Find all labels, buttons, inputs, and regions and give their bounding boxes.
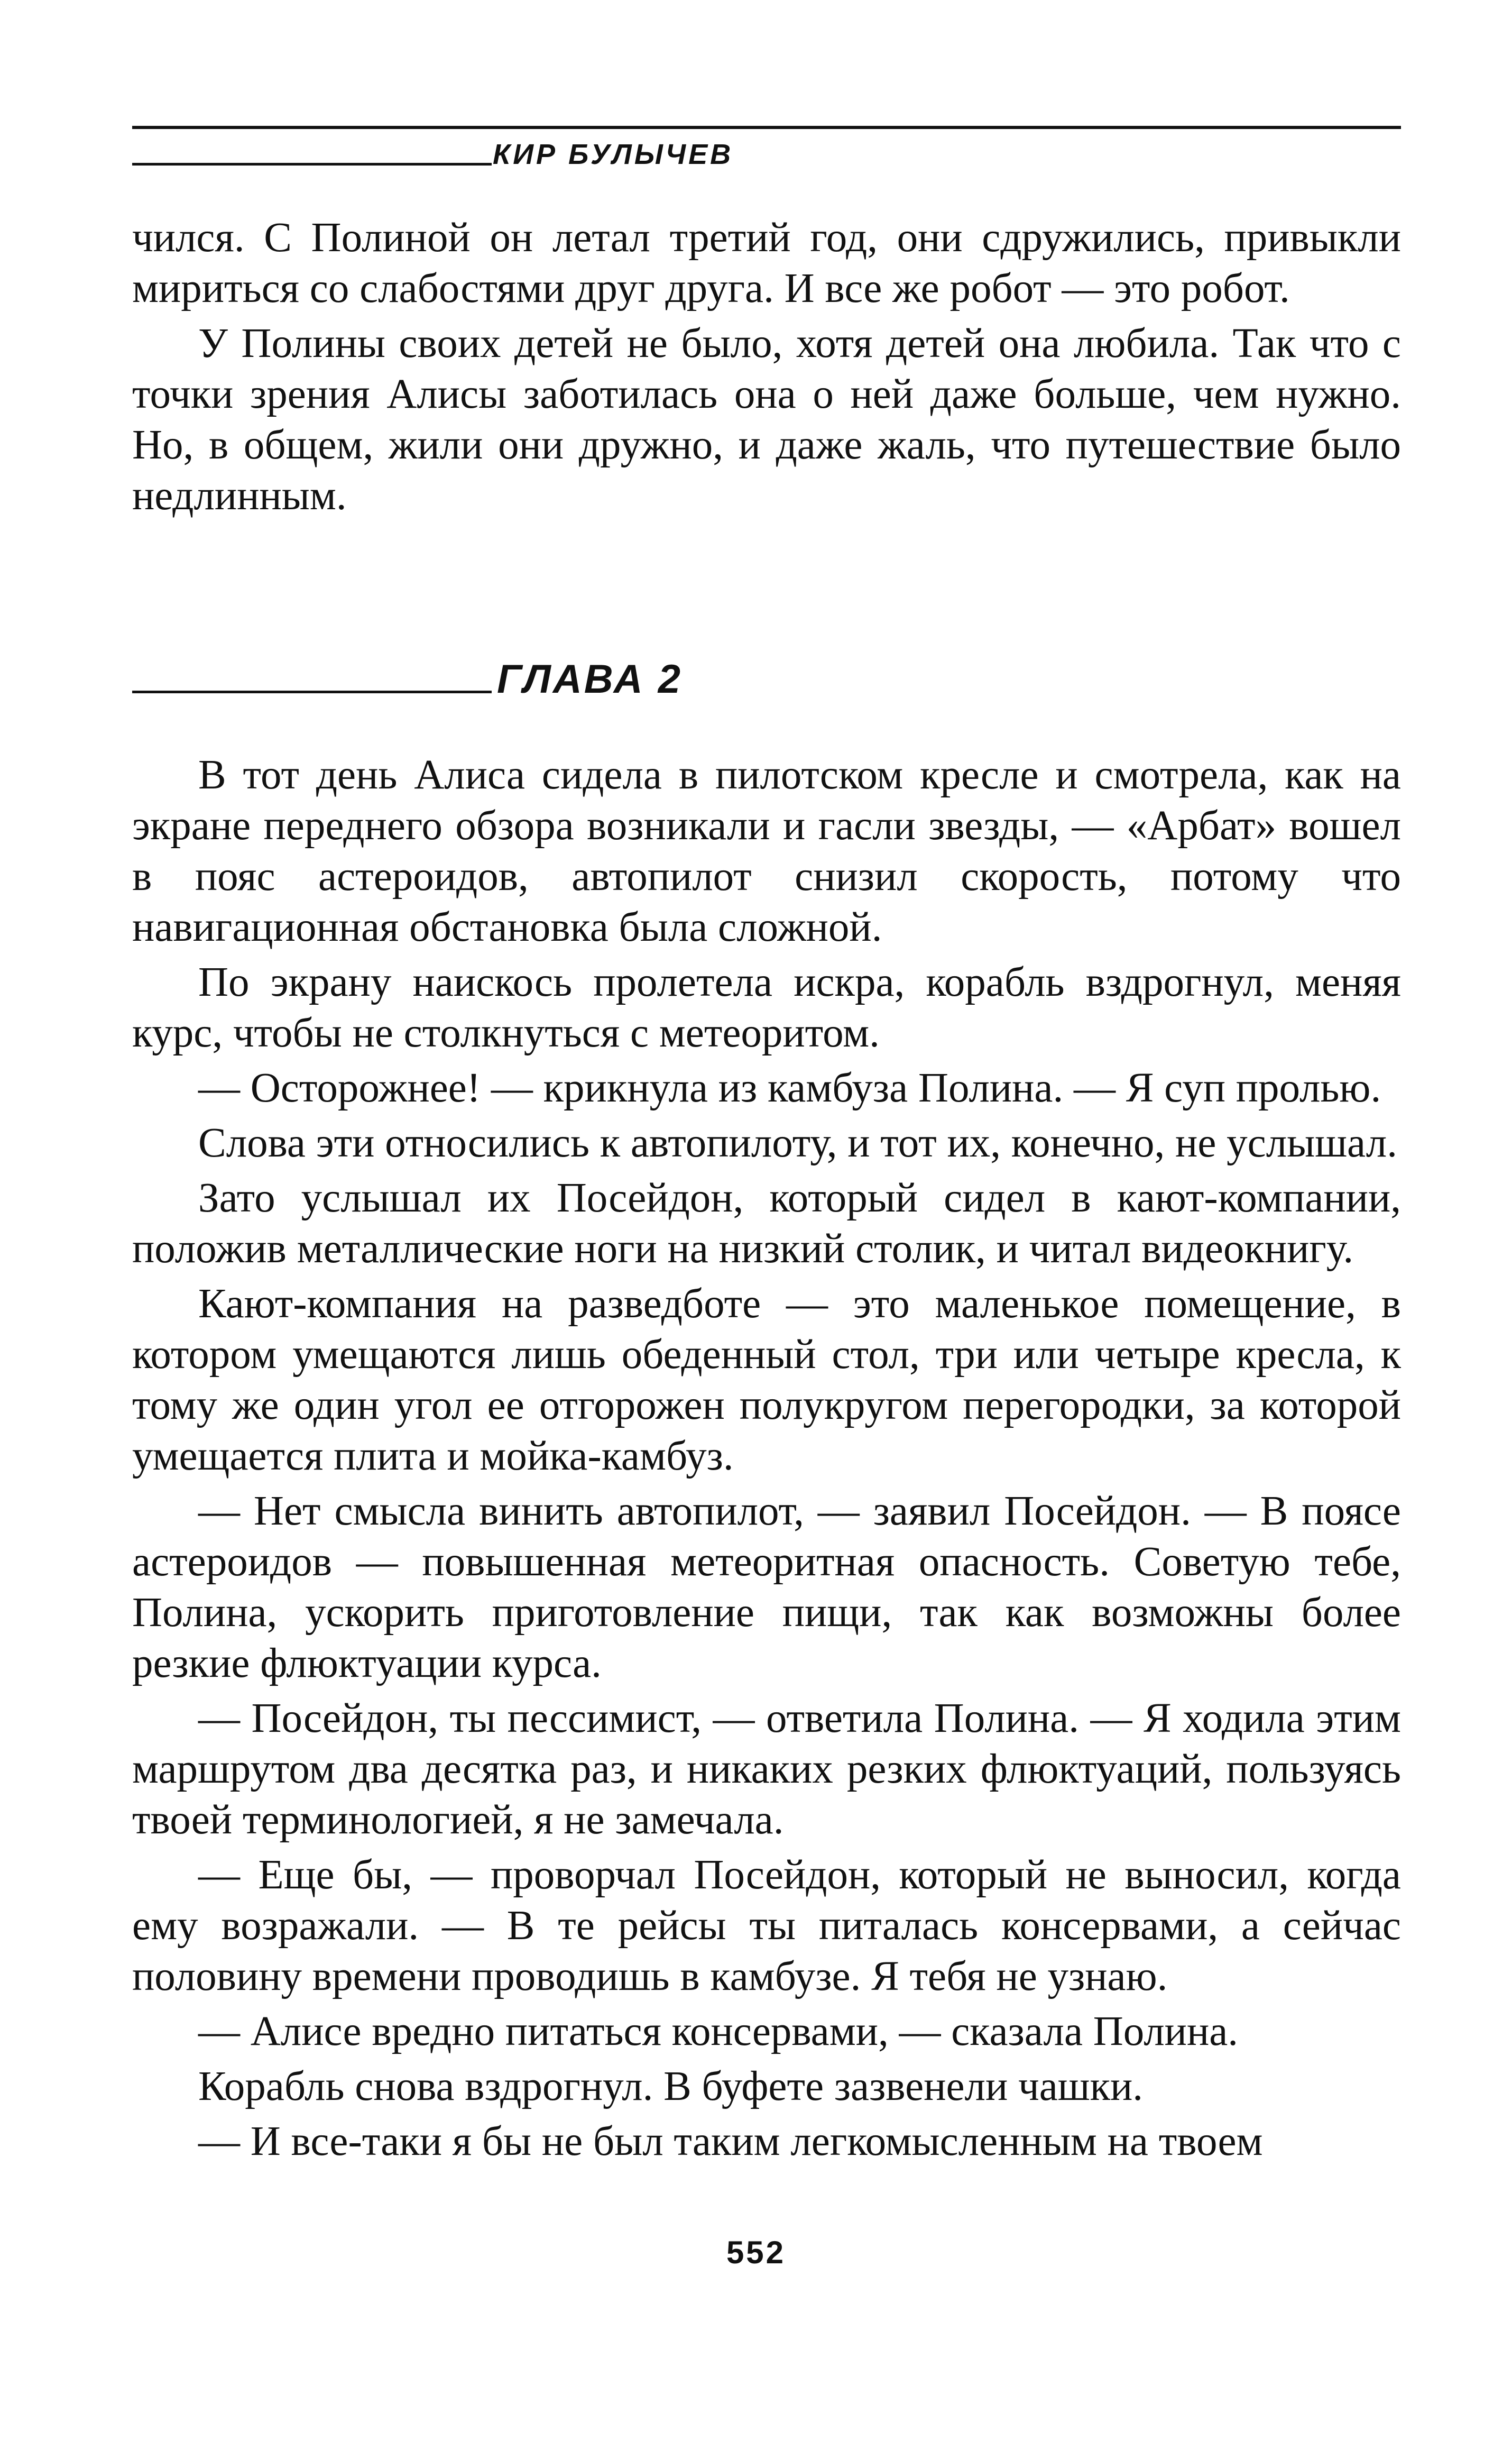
paragraph: — Еще бы, — проворчал Посейдон, который не выносил, когда ему возражали. — В те рейсы ты питалась консервами, а сейчас половину времени проводишь в камбузе. Я тебя не узнаю. <box>132 1852 1401 1999</box>
paragraph: — Осторожнее! — крикнула из камбуза Полина. — Я суп пролью. <box>198 1065 1381 1111</box>
chapter-title: ГЛАВА 2 <box>497 657 683 702</box>
paragraph: — И все-таки я бы не был таким легкомысленным на твоем <box>198 2118 1263 2164</box>
chapter-heading <box>132 656 1401 703</box>
paragraph: Кают-компания на разведботе — это маленькое помещение, в котором умещаются лишь обеденный стол, три или четыре кресла, к тому же один угол ее отгорожен полукругом перегородки, за которой умещается плита и мойка-камбуз. <box>132 1281 1401 1479</box>
paragraph: — Посейдон, ты пессимист, — ответила Полина. — Я ходила этим маршрутом два десятка раз, и никаких резких флюктуаций, пользуясь твоей терминологией, я не замечала. <box>132 1695 1401 1843</box>
paragraph: У Полины своих детей не было, хотя детей она любила. Так что с точки зрения Алисы заботилась она о ней даже больше, чем нужно. Но, в общем, жили они дружно, и даже жаль, что путешествие было недлинным. <box>132 320 1401 519</box>
paragraph: Корабль снова вздрогнул. В буфете зазвенели чашки. <box>198 2063 1144 2109</box>
top-text-block <box>132 213 1401 526</box>
page-number: 552 <box>726 2235 786 2270</box>
paragraph-continued: чился. С Полиной он летал третий год, они сдружились, привыкли мириться со слабостями друг друга. И все же робот — это робот. <box>132 215 1401 311</box>
paragraph: Зато услышал их Посейдон, который сидел в кают-компании, положив металлические ноги на низкий столик, и читал видеокнигу. <box>132 1175 1401 1272</box>
header-top-rule <box>132 126 1401 129</box>
paragraph: — Нет смысла винить автопилот, — заявил Посейдон. — В поясе астероидов — повышенная метеоритная опасность. Советую тебе, Полина, ускорить приготовление пищи, так как возможны более резкие флюктуации курса. <box>132 1488 1401 1686</box>
paragraph: В тот день Алиса сидела в пилотском кресле и смотрела, как на экране переднего обзора возникали и гасли звезды, — «Арбат» вошел в пояс астероидов, автопилот снизил скорость, потому что навигационная обстановка была сложной. <box>132 752 1401 950</box>
paragraph: По экрану наискось пролетела искра, корабль вздрогнул, меняя курс, чтобы не столкнуться с метеоритом. <box>132 959 1401 1056</box>
paragraph: Слова эти относились к автопилоту, и тот их, конечно, не услышал. <box>198 1120 1397 1166</box>
header-short-rule <box>132 163 492 166</box>
chapter-rule <box>132 691 492 693</box>
running-header <box>132 139 1401 176</box>
header-author: КИР БУЛЫЧЕВ <box>493 139 734 170</box>
paragraph: — Алисе вредно питаться консервами, — сказала Полина. <box>198 2008 1239 2054</box>
chapter-text-block <box>132 750 1401 2171</box>
